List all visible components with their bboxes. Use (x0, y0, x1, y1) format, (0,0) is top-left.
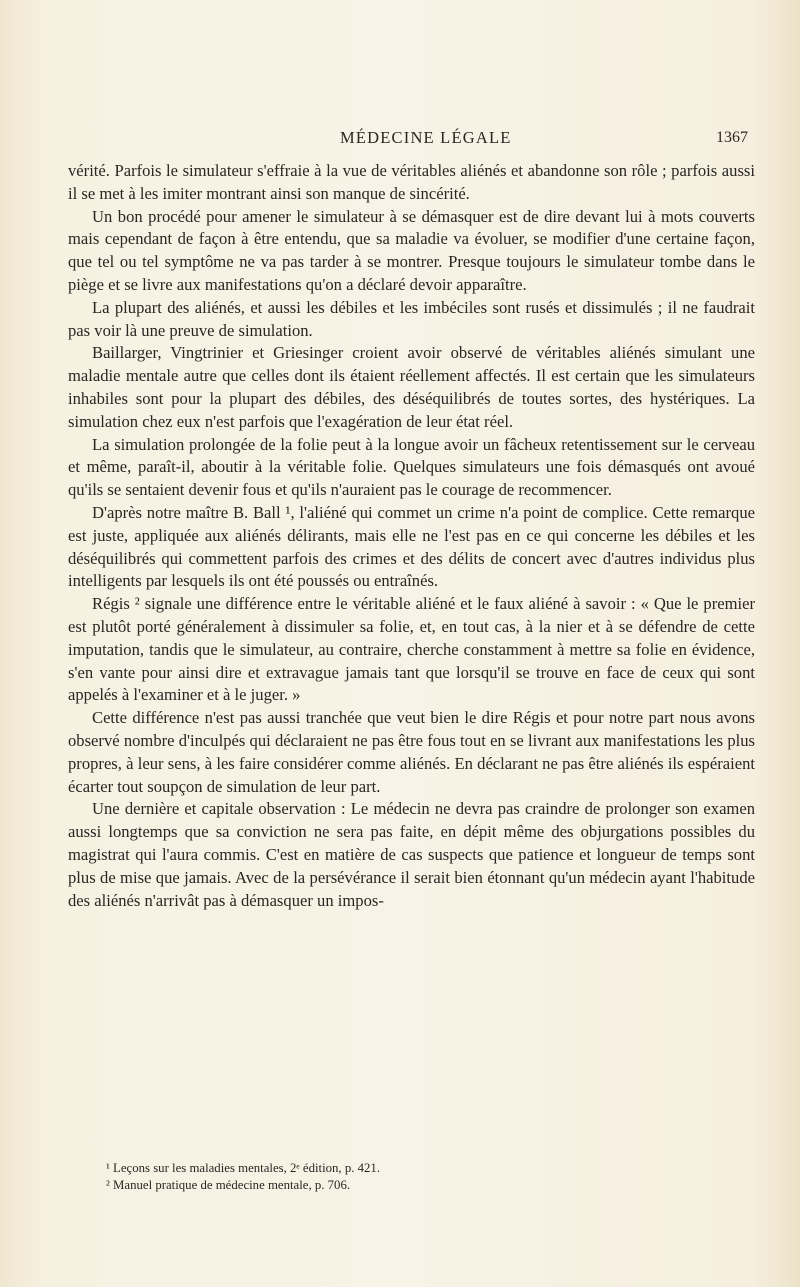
paragraph: Baillarger, Vingtrinier et Griesinger croient avoir observé de véritables aliénés simulant une maladie mentale autre que celles dont ils étaient réellement affectés. Il est certain que les simulateurs inhabiles sont pour la plupart des débiles, des déséquilibrés de toutes sortes, des hystériques. La simulation chez eux n'est parfois que l'exagération de leur état réel. (68, 343, 755, 431)
page-number: 1367 (716, 129, 748, 146)
paragraph: La simulation prolongée de la folie peut à la longue avoir un fâcheux retentissement sur le cerveau et même, paraît-il, aboutir à la véritable folie. Quelques simulateurs une fois démasqués ont avoué qu'ils se sentaient devenir fous et qu'ils n'auraient pas le courage de recommencer. (68, 434, 755, 500)
body-text (68, 160, 755, 912)
page-header (0, 128, 800, 152)
paragraph: Régis ² signale une différence entre le véritable aliéné et le faux aliéné à savoir : « Que le premier est plutôt porté généralement à dissimuler sa folie, et, en tout cas, à la nier et à se défendre de cette imputation, tandis que le simulateur, au contraire, cherche constamment à mettre sa folie en évidence, s'en vante pour ainsi dire et extravague jamais tant que lorsqu'il se trouve en face de ceux qui sont appelés à l'examiner et à le juger. » (68, 594, 755, 705)
footnote: ¹ Leçons sur les maladies mentales, 2ᵉ édition, p. 421. (106, 1161, 381, 1175)
paragraph: D'après notre maître B. Ball ¹, l'aliéné qui commet un crime n'a point de complice. Cette remarque est juste, appliquée aux aliénés délirants, mais elle ne l'est pas en ce qui concerne les débiles et les déséquilibrés qui commettent parfois des crimes et des délits de concert avec d'autres individus plus intelligents par lesquels ils ont été poussés ou entraînés. (68, 502, 755, 591)
paragraph: Cette différence n'est pas aussi tranchée que veut bien le dire Régis et pour notre part nous avons observé nombre d'inculpés qui déclaraient ne pas être fous tout en se livrant aux manifestations les plus propres, à leur sens, à les faire considérer comme aliénés. En déclarant ne pas être aliénés ils espéraient écarter tout soupçon de simulation de leur part. (68, 708, 755, 796)
paragraph: Un bon procédé pour amener le simulateur à se démasquer est de dire devant lui à mots couverts mais cependant de façon à être entendu, que sa maladie va évoluer, se modifier d'une certaine façon, que tel ou tel symptôme ne va pas tarder à se montrer. Presque toujours le simulateur tombe dans le piège et se livre aux manifestations qu'on a déclaré devoir apparaître. (68, 206, 755, 294)
running-title: MÉDECINE LÉGALE (340, 128, 512, 147)
paragraph: vérité. Parfois le simulateur s'effraie à la vue de véritables aliénés et abandonne son rôle ; parfois aussi il se met à les imiter montrant ainsi son manque de sincérité. (68, 161, 755, 203)
footnote: ² Manuel pratique de médecine mentale, p. 706. (106, 1178, 351, 1192)
footnotes (106, 1160, 746, 1194)
paragraph: Une dernière et capitale observation : Le médecin ne devra pas craindre de prolonger son examen aussi longtemps que sa conviction ne sera pas faite, en dépit même des objurgations possibles du magistrat qui l'aura commis. C'est en matière de cas suspects que patience et longueur de temps sont plus de mise que jamais. Avec de la persévérance il serait bien étonnant qu'un médecin ayant l'habitude des aliénés n'arrivât pas à démasquer un impos- (68, 799, 755, 910)
paragraph: La plupart des aliénés, et aussi les débiles et les imbéciles sont rusés et dissimulés ; il ne faudrait pas voir là une preuve de simulation. (68, 297, 755, 340)
